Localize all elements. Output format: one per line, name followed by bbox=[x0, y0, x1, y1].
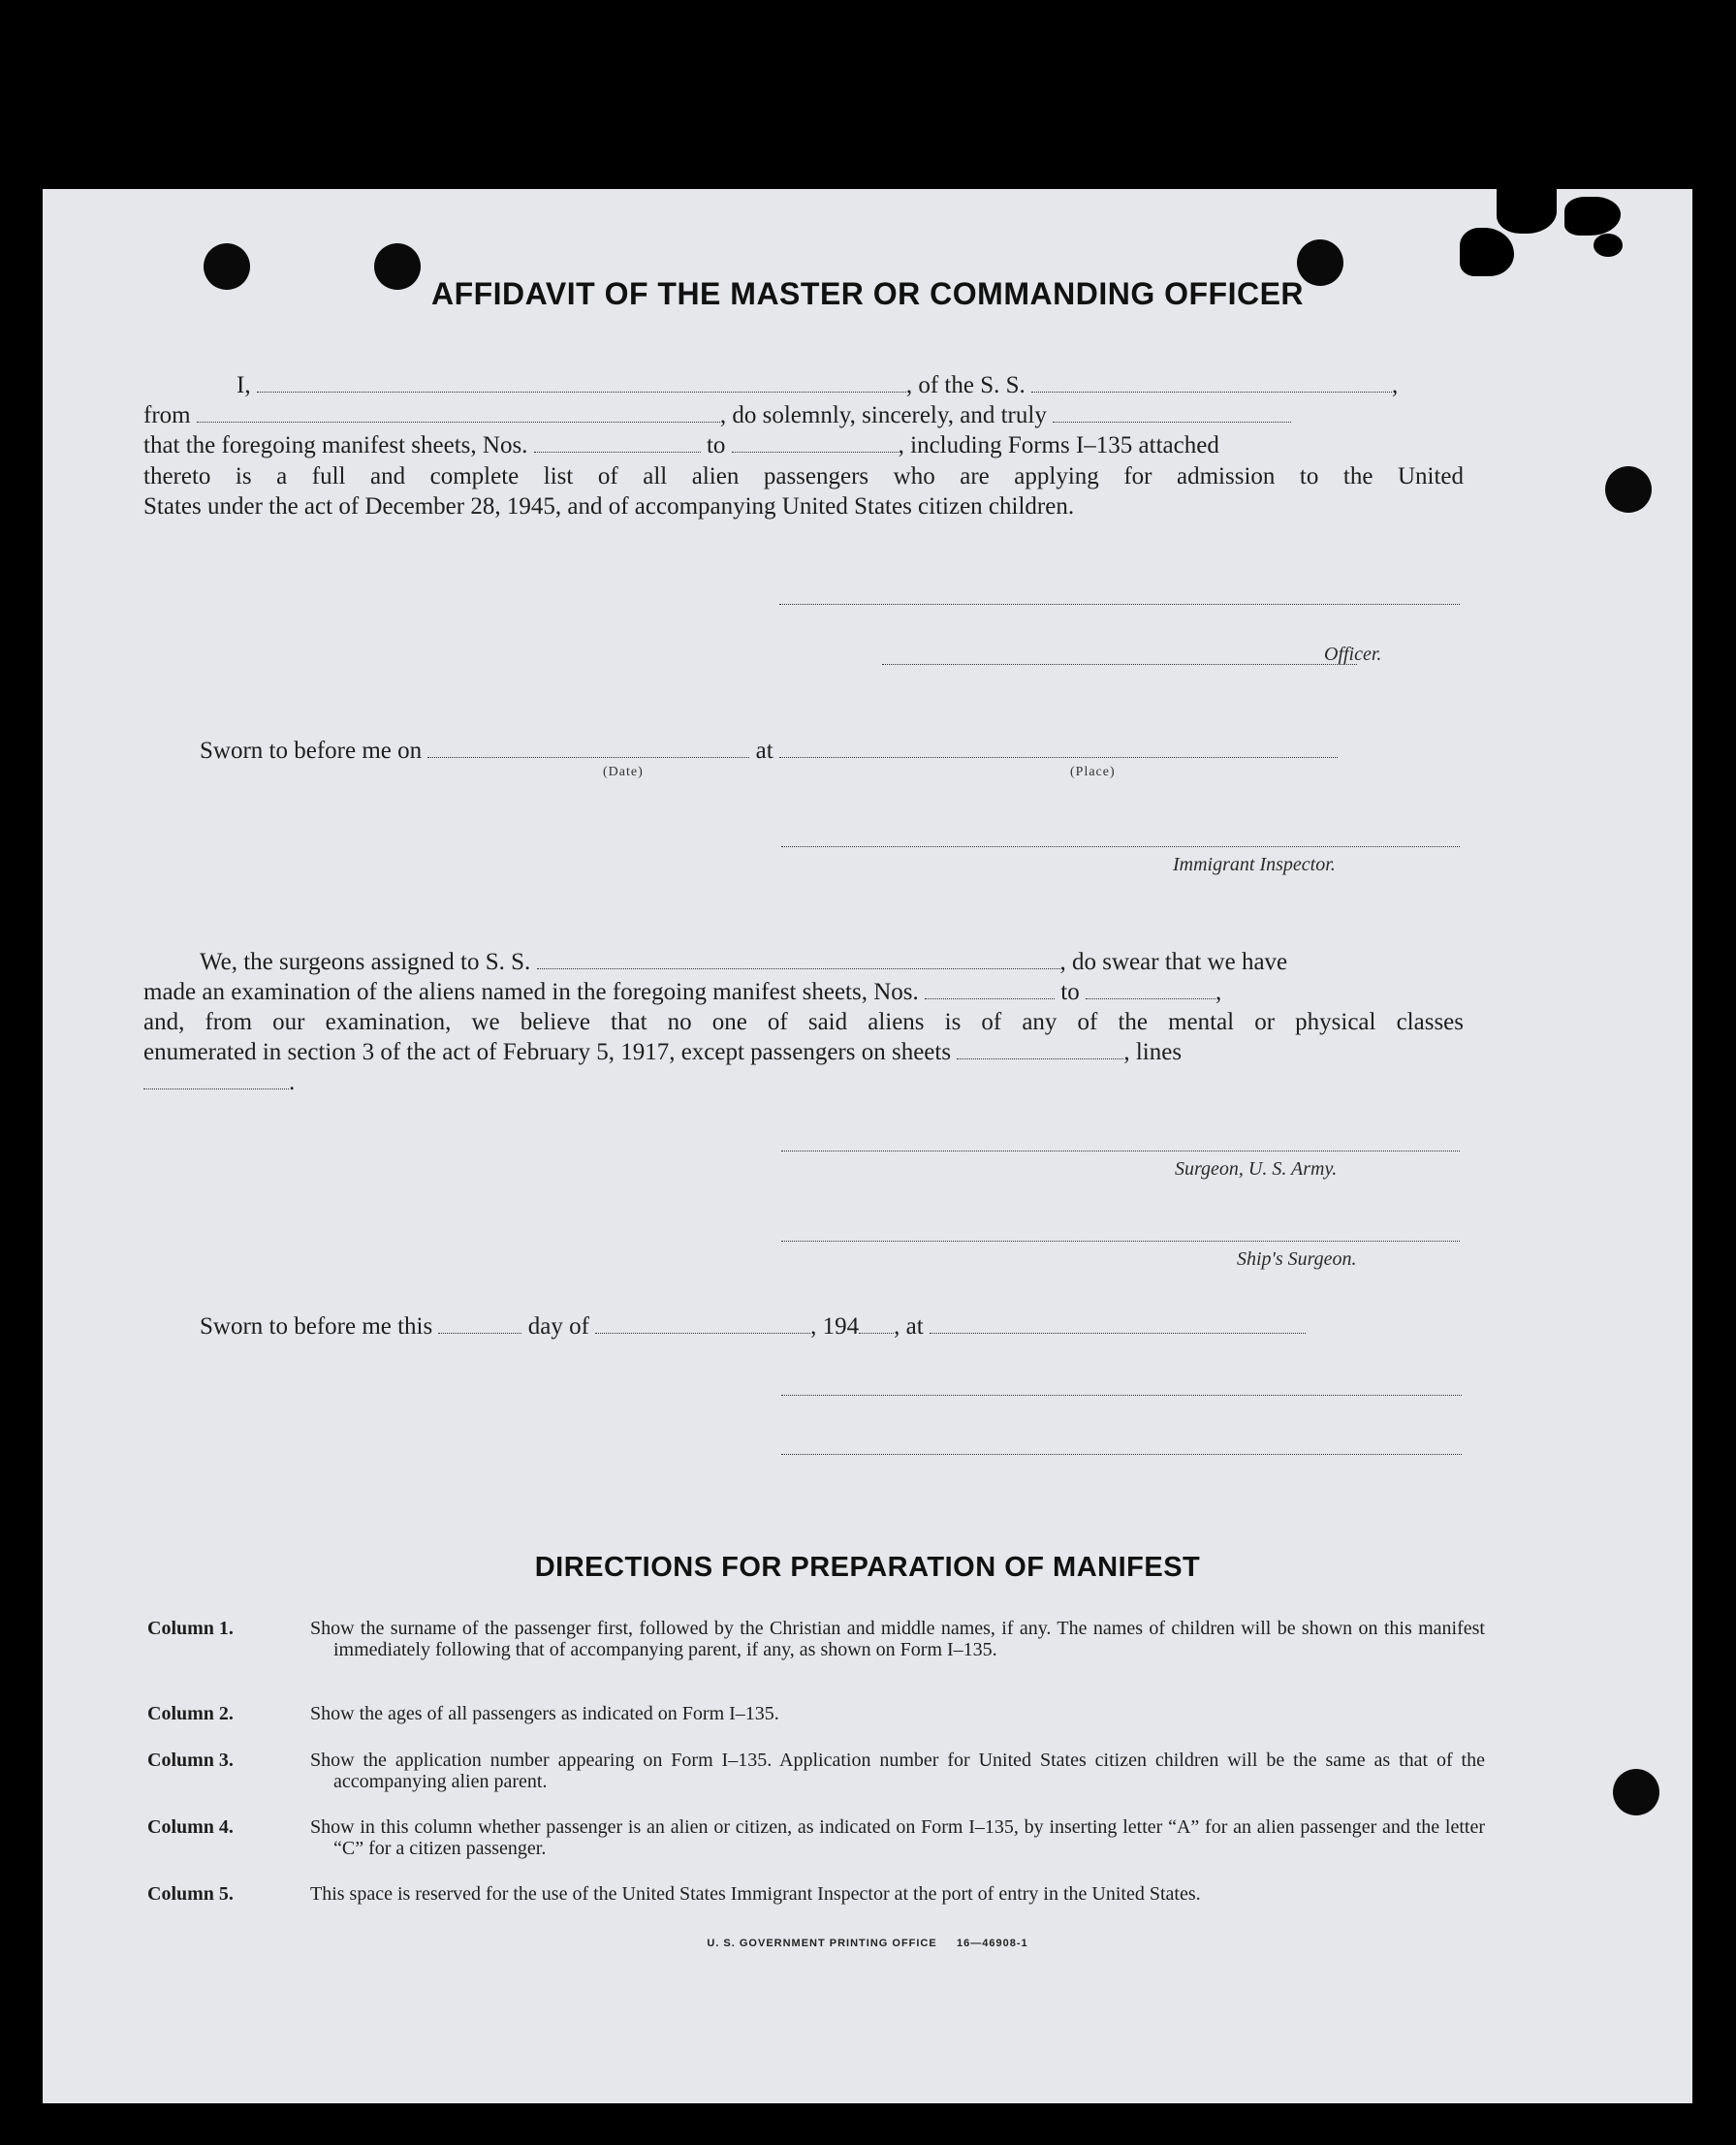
direction-label: Column 1. bbox=[147, 1618, 234, 1639]
officer-label: Officer. bbox=[1324, 644, 1382, 665]
sworn-place-field[interactable] bbox=[779, 736, 1338, 758]
sworn-day-field[interactable] bbox=[438, 1311, 521, 1334]
affidavit-line-5: States under the act of December 28, 1945, and of accompanying United States citizen children. bbox=[143, 493, 1075, 520]
direction-label: Column 4. bbox=[147, 1816, 234, 1838]
ship-surgeon-label: Ship's Surgeon. bbox=[1237, 1248, 1357, 1270]
army-surgeon-label: Surgeon, U. S. Army. bbox=[1175, 1158, 1338, 1180]
sworn-1-line: Sworn to before me on at bbox=[200, 736, 1464, 766]
directions-title: DIRECTIONS FOR PREPARATION OF MANIFEST bbox=[534, 1552, 1201, 1583]
affidavit-title: AFFIDAVIT OF THE MASTER OR COMMANDING OFFICER bbox=[430, 276, 1305, 311]
place-caption: (Place) bbox=[1070, 765, 1116, 779]
torn-corner bbox=[1564, 197, 1621, 236]
ship-surgeon-signature-line[interactable] bbox=[781, 1241, 1460, 1242]
sworn-year-field[interactable] bbox=[859, 1311, 894, 1334]
torn-corner bbox=[1594, 234, 1623, 257]
direction-text: Show the surname of the passenger first, followed by the Christian and middle names, if any. The names of children will be shown on this manifest immediately following that of accompanying parent, if any, as shown on Form I–135. bbox=[310, 1618, 1485, 1660]
surgeon-manifest-from-field[interactable] bbox=[925, 977, 1055, 999]
punch-hole bbox=[1613, 1769, 1659, 1815]
exception-sheets-field[interactable] bbox=[957, 1037, 1123, 1059]
affidavit-line-3: that the foregoing manifest sheets, Nos. to , including Forms I–135 attached bbox=[143, 432, 1219, 458]
oath-field[interactable] bbox=[1053, 400, 1291, 423]
manifest-to-field[interactable] bbox=[732, 430, 899, 453]
torn-corner bbox=[1460, 228, 1514, 276]
date-caption: (Date) bbox=[603, 765, 644, 779]
sworn-2-place-field[interactable] bbox=[930, 1311, 1306, 1334]
sworn-2-line: Sworn to before me this day of , 194 , at bbox=[200, 1311, 1464, 1341]
ship-name-field[interactable] bbox=[1031, 370, 1392, 393]
sworn-2-signature-line-1[interactable] bbox=[781, 1395, 1462, 1396]
printing-office-footer: U. S. GOVERNMENT PRINTING OFFICE 16—46908-1 bbox=[707, 1938, 1028, 1949]
from-port-field[interactable] bbox=[197, 400, 720, 423]
affidavit-line-2: from , do solemnly, sincerely, and truly bbox=[143, 400, 1464, 430]
direction-text: This space is reserved for the use of the United States Immigrant Inspector at the port of entry in the United States. bbox=[310, 1883, 1201, 1905]
direction-text: Show in this column whether passenger is an alien or citizen, as indicated on Form I–135, by inserting letter “A” for an alien passenger and the letter “C” for a citizen passenger. bbox=[310, 1816, 1485, 1859]
surgeons-line-2: made an examination of the aliens named in the foregoing manifest sheets, Nos. to , bbox=[143, 979, 1222, 1005]
direction-label: Column 2. bbox=[147, 1703, 234, 1724]
surgeons-line-1: We, the surgeons assigned to S. S. , do swear that we have bbox=[200, 949, 1288, 975]
sworn-month-field[interactable] bbox=[595, 1311, 810, 1334]
punch-hole bbox=[1605, 466, 1652, 513]
direction-text: Show the ages of all passengers as indicated on Form I–135. bbox=[310, 1703, 779, 1724]
surgeons-line-4: enumerated in section 3 of the act of February 5, 1917, except passengers on sheets , lines bbox=[143, 1039, 1183, 1065]
torn-corner bbox=[1497, 189, 1557, 234]
sworn-date-field[interactable] bbox=[427, 736, 749, 758]
master-name-field[interactable] bbox=[257, 370, 906, 393]
affidavit-line-4: thereto is a full and complete list of all alien passengers who are applying for admission to the United bbox=[143, 463, 1464, 489]
officer-signature-line-1[interactable] bbox=[779, 604, 1460, 605]
sworn-2-signature-line-2[interactable] bbox=[781, 1454, 1462, 1455]
direction-label: Column 5. bbox=[147, 1883, 234, 1905]
surgeons-line-5: . bbox=[143, 1067, 531, 1097]
direction-text: Show the application number appearing on Form I–135. Application number for United States citizen children will be the same as that of the accompanying alien parent. bbox=[310, 1750, 1485, 1792]
exception-lines-field[interactable] bbox=[143, 1067, 289, 1089]
surgeons-line-3: and, from our examination, we believe that no one of said aliens is of any of the mental or physical classes bbox=[143, 1009, 1464, 1035]
inspector-signature-line[interactable] bbox=[781, 846, 1460, 847]
surgeon-manifest-to-field[interactable] bbox=[1086, 977, 1215, 999]
manifest-from-field[interactable] bbox=[534, 430, 701, 453]
direction-label: Column 3. bbox=[147, 1750, 234, 1771]
officer-signature-line-2[interactable] bbox=[882, 664, 1357, 665]
surgeon-ship-field[interactable] bbox=[537, 947, 1060, 969]
form-sheet bbox=[43, 189, 1692, 2103]
inspector-label: Immigrant Inspector. bbox=[1173, 854, 1336, 875]
affidavit-line-1: I, , of the S. S. , bbox=[237, 372, 1399, 398]
